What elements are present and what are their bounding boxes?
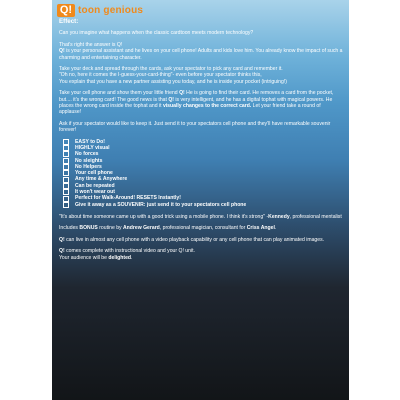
phone-text-b: He is going to find their card. He removes a card from the pocket, but.... it's the wrong card! The good news is that <box>59 90 334 103</box>
feature-label: Your cell phone <box>75 170 113 177</box>
closing-end: . <box>131 254 133 261</box>
phone-paragraph <box>59 90 343 116</box>
logo <box>57 3 143 17</box>
logo-text: toon genious <box>78 4 144 16</box>
closing-line-2: Your audience will be <box>59 254 109 261</box>
bonus-bold: BONUS <box>79 225 98 232</box>
phone-text-d: Let your friend take a round of applause! <box>59 103 321 116</box>
checkbox-icon <box>63 177 69 183</box>
feature-label: No sleights <box>75 157 103 164</box>
checkbox-icon <box>63 151 69 157</box>
bonus-paragraph <box>59 225 343 231</box>
checkbox-icon <box>63 145 69 151</box>
feature-label: No Helpers <box>75 163 102 170</box>
q-mark: Q! <box>59 236 65 243</box>
closing-paragraph <box>59 248 343 261</box>
quote-text: "It's about time someone came up with a good trick using a mobile phone. I think it's strong" - <box>59 213 269 220</box>
souvenir-paragraph: Ask if your spectator would like to keep it. Just send it to your spectators cell phone and they'll have remarkable souvenir forever! <box>59 120 331 134</box>
q-mark: Q! <box>59 248 65 255</box>
feature-label: Perfect for Walk-Around! RESETS Instantly! <box>75 195 181 202</box>
quote-suffix: , professional mentalist <box>289 213 342 220</box>
bonus-text-b: routine by <box>97 225 123 232</box>
description-body <box>59 19 343 266</box>
quote-author: Kennedy <box>268 213 290 220</box>
assistant-paragraph <box>59 42 343 61</box>
compatibility-paragraph <box>59 237 343 243</box>
testimonial-quote <box>59 214 343 220</box>
phone-text-a: Take your cell phone and show them your little friend <box>59 90 180 97</box>
closing-bold: delighted <box>108 254 132 261</box>
feature-label: EASY to Do! <box>75 138 105 145</box>
deck-paragraph <box>59 66 343 85</box>
bonus-text-c: , professional magician, consultant for <box>159 225 247 232</box>
bonus-text-a: Includes <box>59 225 80 232</box>
checkbox-icon <box>63 196 69 202</box>
answer-line: That's right the answer is Q! <box>59 41 123 48</box>
effect-heading: Effect: <box>59 18 79 25</box>
feature-label: It won't wear out <box>75 189 115 196</box>
checkbox-icon <box>63 183 69 189</box>
compat-text: can live in almost any cell phone with a video playback capability or any cell phone that can play animated images. <box>64 236 325 243</box>
bonus-author: Andrew Gerard <box>123 225 160 232</box>
feature-label: Give it away as a SOUVENIR: just send it to your spectators cell phone <box>75 201 247 208</box>
closing-line-1: comes complete with instructional video and your Q! unit. <box>64 248 195 255</box>
feature-label: No forces <box>75 151 99 158</box>
checkbox-icon <box>63 170 69 176</box>
feature-label: Can be repeated <box>75 182 115 189</box>
checkbox-icon <box>63 139 69 145</box>
phone-text-bold: visually changes to the correct card. <box>162 103 252 110</box>
checkbox-icon <box>63 189 69 195</box>
assistant-text: is your personal assistant and he lives on your cell phone! Adults and kids love him. You already know the impact of such a charming and entertaining character. <box>59 48 343 61</box>
logo-mark: Q! <box>57 4 75 17</box>
list-item <box>59 202 343 208</box>
deck-line-1: Take your deck and spread through the cards, ask your spectator to pick any card and remember it. <box>59 66 283 73</box>
feature-label: HIGHLY visual <box>75 144 110 151</box>
deck-line-3: You explain that you have a new partner assisting you today, and he is inside your pocket (intriguing!) <box>59 78 287 85</box>
feature-list <box>59 139 343 208</box>
checkbox-icon <box>63 158 69 164</box>
checkbox-icon <box>63 202 69 208</box>
product-description-panel <box>52 0 349 400</box>
bonus-consultant: Criss Angel <box>246 225 275 232</box>
q-mark: Q! <box>179 90 185 97</box>
bonus-text-d: . <box>274 225 277 232</box>
q-mark: Q! <box>59 48 65 55</box>
q-mark: Q! <box>168 96 174 103</box>
deck-line-2: "Oh no, here it comes the I-guess-your-card-thing"- even before your spectator thinks this, <box>59 72 262 79</box>
checkbox-icon <box>63 164 69 170</box>
feature-label: Any time & Anywhere <box>75 176 128 183</box>
intro-paragraph: Can you imagine what happens when the classic cardtoon meets modern technology? <box>59 30 254 37</box>
phone-text-c: is very intelligent, and he has a digital tophat with magical powers. He places the wrong card inside the tophat and it <box>59 96 333 110</box>
